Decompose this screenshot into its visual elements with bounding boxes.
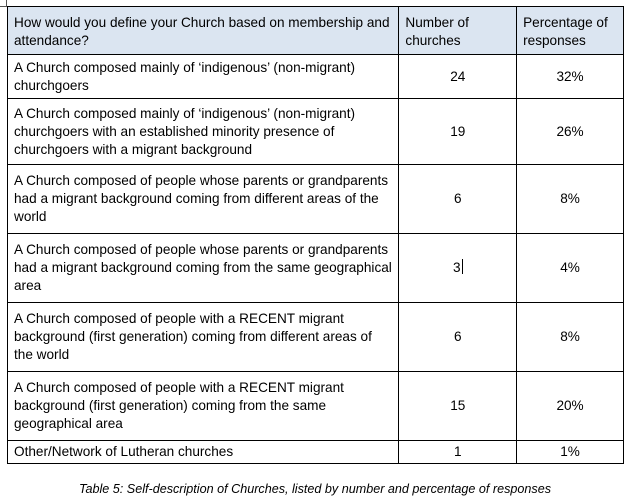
row-description: Other/Network of Lutheran churches <box>8 441 399 464</box>
row-percent: 26% <box>517 99 624 165</box>
row-percent: 8% <box>517 165 624 234</box>
text-cursor <box>462 259 463 274</box>
table-row <box>8 99 624 165</box>
table-row <box>8 165 624 234</box>
table-row <box>8 234 624 303</box>
row-percent: 1% <box>517 441 624 464</box>
table-row <box>8 441 624 464</box>
header-percentage: Percentage of responses <box>517 7 624 55</box>
row-description: A Church composed of people with a RECENT migrant background (first generation) coming from different areas of the world <box>8 303 399 372</box>
row-count-cell[interactable] <box>399 234 517 303</box>
row-count: 19 <box>399 99 517 165</box>
row-description: A Church composed mainly of ‘indigenous’ (non-migrant) churchgoers with an established minority presence of churchgoers with a migrant background <box>8 99 399 165</box>
row-count: 1 <box>399 441 517 464</box>
row-count: 6 <box>399 303 517 372</box>
row-percent: 4% <box>517 234 624 303</box>
row-description: A Church composed of people with a RECENT migrant background (first generation) coming from the same geographical area <box>8 372 399 441</box>
header-row <box>8 7 624 55</box>
header-question: How would you define your Church based on membership and attendance? <box>8 7 399 55</box>
header-number-of-churches: Number of churches <box>399 7 517 55</box>
table-body <box>8 55 624 464</box>
row-description: A Church composed of people whose parents or grandparents had a migrant background coming from different areas of the world <box>8 165 399 234</box>
row-description: A Church composed mainly of ‘indigenous’ (non-migrant) churchgoers <box>8 55 399 99</box>
row-description: A Church composed of people whose parents or grandparents had a migrant background coming from the same geographical area <box>8 234 399 303</box>
row-percent: 32% <box>517 55 624 99</box>
row-percent: 20% <box>517 372 624 441</box>
row-count: 15 <box>399 372 517 441</box>
table-row <box>8 372 624 441</box>
row-count: 6 <box>399 165 517 234</box>
table-caption: Table 5: Self-description of Churches, listed by number and percentage of responses <box>78 482 552 496</box>
churches-table <box>7 6 624 464</box>
row-count: 3 <box>452 260 461 275</box>
page-corner-mark <box>0 0 7 7</box>
table-row <box>8 303 624 372</box>
row-percent: 8% <box>517 303 624 372</box>
row-count: 24 <box>399 55 517 99</box>
table-header <box>8 7 624 55</box>
table-row <box>8 55 624 99</box>
